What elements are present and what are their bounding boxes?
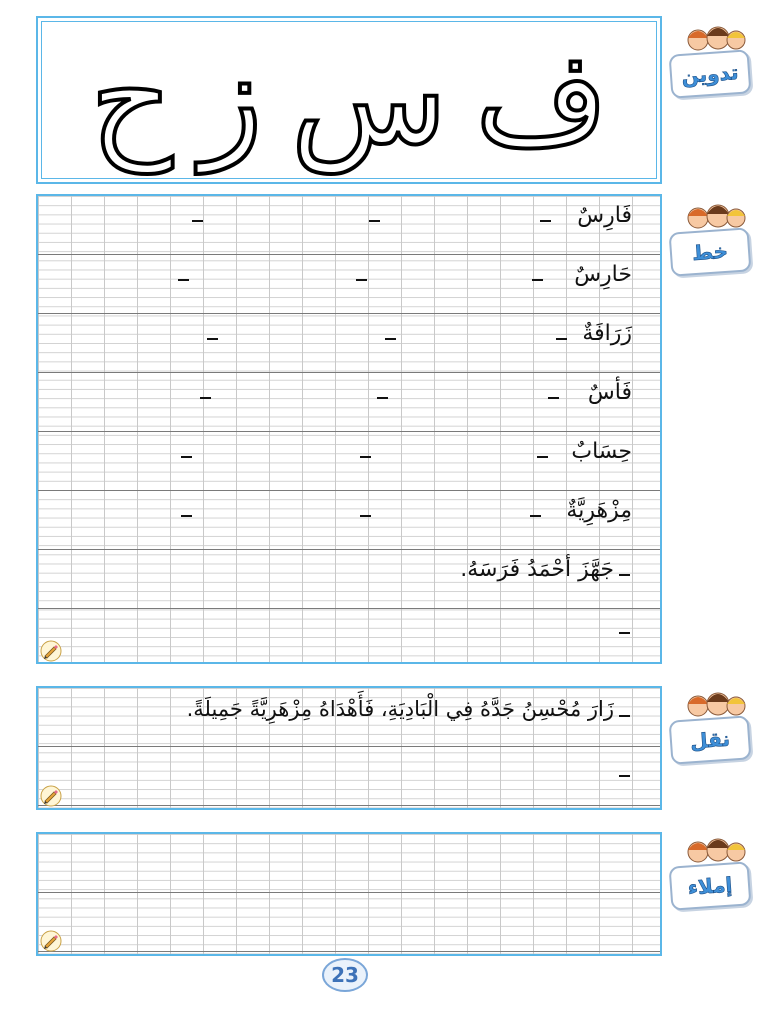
dash xyxy=(385,338,396,340)
dictation-box xyxy=(36,832,662,956)
writing-sentence: جَهَّزَ أحْمَدُ فَرَسَهُ. xyxy=(460,557,614,582)
badge-tag xyxy=(669,49,752,98)
pencil-icon xyxy=(40,640,62,662)
dash xyxy=(181,456,192,458)
dash xyxy=(540,220,551,222)
dash xyxy=(192,220,203,222)
badge-label: خط xyxy=(691,238,729,266)
badge-tadween xyxy=(670,22,750,102)
word-haris: حَارِسٌ xyxy=(574,262,632,287)
letter-fa: ف xyxy=(475,25,608,174)
dash xyxy=(377,397,388,399)
pencil-icon xyxy=(40,930,62,952)
letter-ha: ح xyxy=(90,25,173,174)
badge-tag xyxy=(669,227,752,276)
dash xyxy=(619,632,630,634)
dash xyxy=(619,574,630,576)
dash xyxy=(207,338,218,340)
letters-row xyxy=(38,18,660,182)
dash xyxy=(548,397,559,399)
badge-tag xyxy=(669,715,752,764)
copy-sentence: زَارَ مُحْسِنُ جَدَّهُ فِي الْبَادِيَةِ، فَأَهْدَاهُ مِزْهَرِيَّةً جَمِيلَةً. xyxy=(186,697,614,721)
dash xyxy=(360,456,371,458)
letter-sin: س xyxy=(290,25,448,174)
dash xyxy=(619,775,630,777)
dash xyxy=(178,279,189,281)
dash xyxy=(369,220,380,222)
writing-box xyxy=(36,194,662,664)
dash xyxy=(181,515,192,517)
badge-label: إملاء xyxy=(686,872,734,900)
dash xyxy=(537,456,548,458)
word-mizhariya: مِزْهَرِيَّةٌ xyxy=(566,498,632,523)
word-zarafa: زَرَافَةٌ xyxy=(582,321,632,346)
badge-imla xyxy=(670,834,750,914)
letters-box xyxy=(36,16,662,184)
page-number: 23 xyxy=(322,958,368,992)
dash xyxy=(619,715,630,717)
dash xyxy=(360,515,371,517)
word-faris: فَارِسٌ xyxy=(577,203,632,228)
letter-zay: ز xyxy=(200,25,263,174)
badge-naql xyxy=(670,688,750,768)
badge-tag xyxy=(669,861,752,910)
dash xyxy=(532,279,543,281)
badge-label: تدوين xyxy=(680,60,740,88)
word-hisab: حِسَابٌ xyxy=(571,439,632,464)
dash xyxy=(356,279,367,281)
pencil-icon xyxy=(40,785,62,807)
dash xyxy=(530,515,541,517)
word-fas: فَأسٌ xyxy=(587,380,632,405)
badge-label: نقل xyxy=(689,726,731,754)
dash xyxy=(200,397,211,399)
dash xyxy=(556,338,567,340)
badge-khatt xyxy=(670,200,750,280)
